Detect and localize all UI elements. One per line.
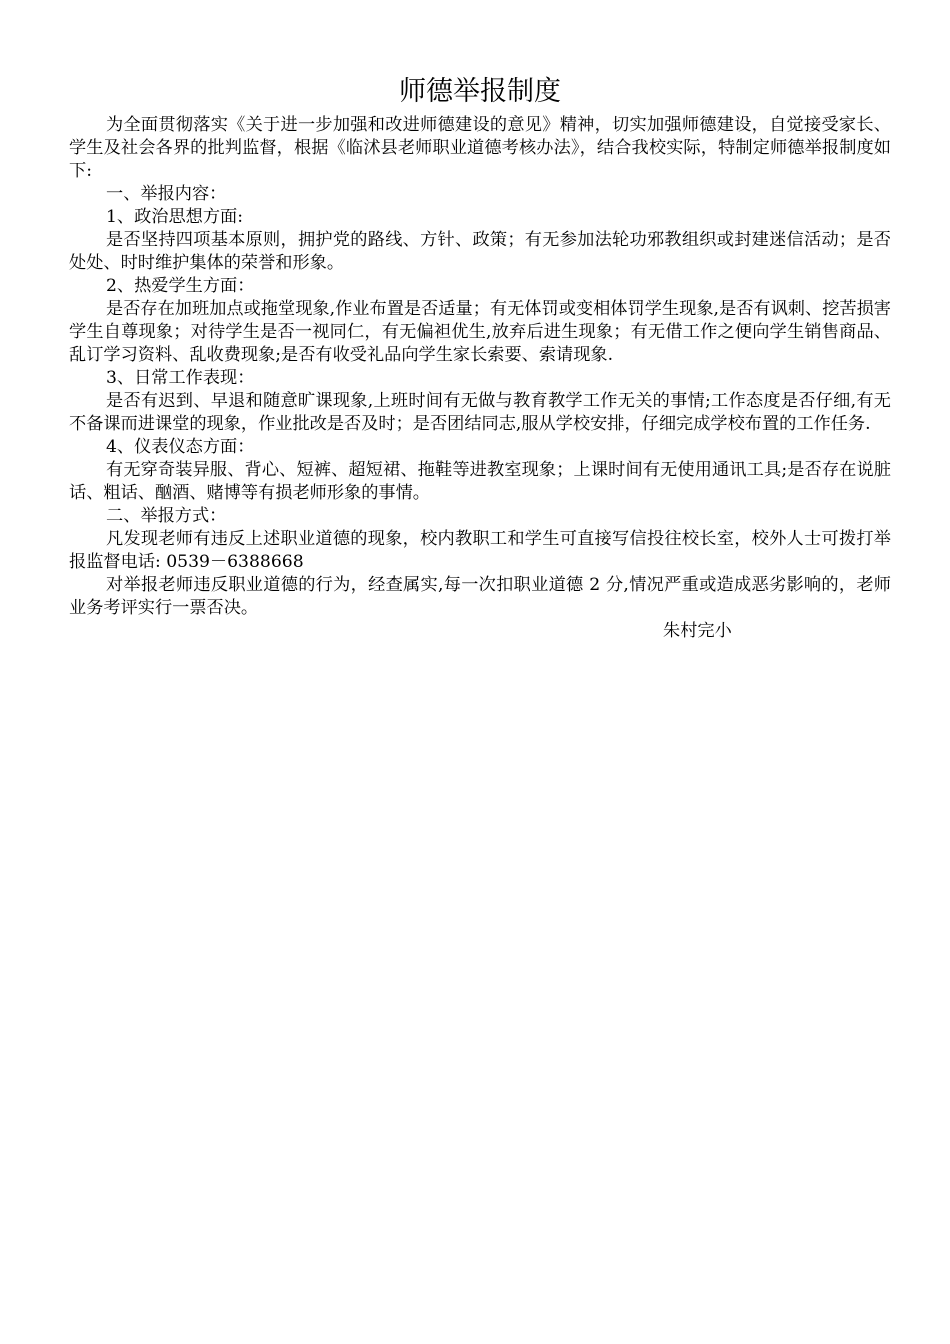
- section-heading-report-method: 二、举报方式：: [106, 506, 227, 526]
- subheading-political-thought: 1、政治思想方面:: [106, 207, 244, 227]
- intro-paragraph: 为全面贯彻落实《关于进一步加强和改进师德建设的意见》精神，切实加强师德建设，自觉接受家长、学生及社会各界的批判监督，根据《临沭县老师职业道德考核办法》，结合我校实际，特制定师德举报制度如下:: [69, 115, 891, 181]
- paragraph-caring-students: 是否存在加班加点或拖堂现象,作业布置是否适量；有无体罚或变相体罚学生现象,是否有讽刺、挖苦损害学生自尊现象；对待学生是否一视同仁，有无偏袒优生,放弃后进生现象；有无借工作之便向学生销售商品、乱订学习资料、乱收费现象;是否有收受礼品向学生家长索要、索请现象.: [69, 299, 891, 365]
- paragraph-political-thought: 是否坚持四项基本原则，拥护党的路线、方针、政策；有无参加法轮功邪教组织或封建迷信活动；是否处处、时时维护集体的荣誉和形象。: [69, 230, 891, 273]
- subheading-appearance: 4、仪表仪态方面：: [106, 437, 255, 457]
- paragraph-appearance: 有无穿奇装异服、背心、短裤、超短裙、拖鞋等进教室现象；上课时间有无使用通讯工具;是否存在说脏话、粗话、酗酒、赌博等有损老师形象的事情。: [69, 460, 891, 503]
- paragraph-penalty: 对举报老师违反职业道德的行为，经查属实,每一次扣职业道德 2 分,情况严重或造成恶劣影响的，老师业务考评实行一票否决。: [69, 575, 891, 618]
- section-heading-report-content: 一、举报内容：: [106, 184, 227, 204]
- subheading-caring-students: 2、热爱学生方面：: [106, 276, 255, 296]
- document-page: [69, 76, 891, 643]
- signature: 朱村完小: [663, 621, 732, 641]
- document-title: 师德举报制度: [399, 76, 561, 107]
- subheading-daily-work: 3、日常工作表现：: [106, 368, 255, 388]
- paragraph-report-method: 凡发现老师有违反上述职业道德的现象，校内教职工和学生可直接写信投往校长室，校外人士可拨打举报监督电话: 0539－6388668: [69, 529, 891, 572]
- paragraph-daily-work: 是否有迟到、早退和随意旷课现象,上班时间有无做与教育教学工作无关的事情;工作态度是否仔细,有无不备课而进课堂的现象，作业批改是否及时；是否团结同志,服从学校安排，仔细完成学校布置的工作任务.: [69, 391, 891, 434]
